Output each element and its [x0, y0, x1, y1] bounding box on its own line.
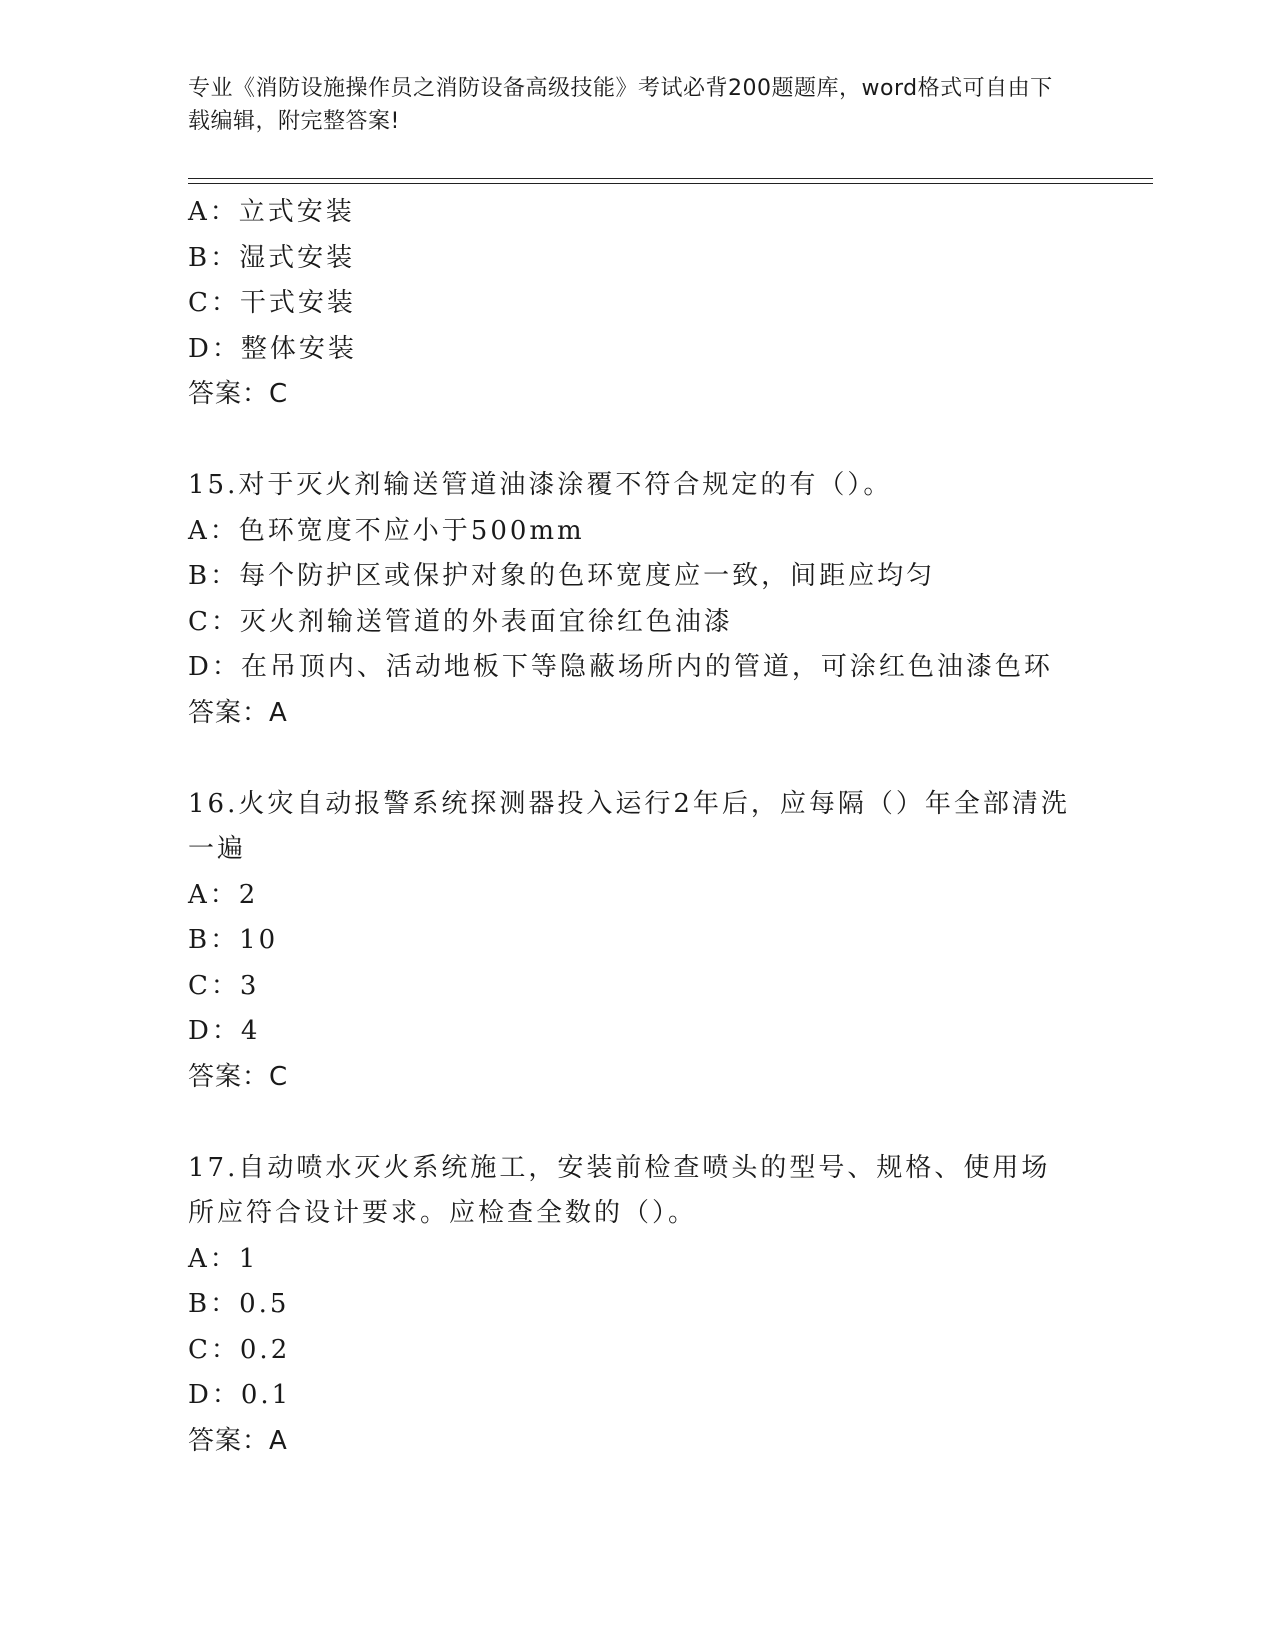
- answer: 答案：C: [188, 1061, 289, 1092]
- spacer: [188, 736, 1088, 782]
- option-a: A：色环宽度不应小于500mm: [188, 515, 585, 546]
- header-rule-bottom: [188, 183, 1153, 184]
- spacer: [188, 1100, 1088, 1146]
- question-16: [188, 782, 1088, 1101]
- answer: 答案：A: [188, 1425, 288, 1456]
- answer: 答案：A: [188, 697, 288, 728]
- option-c: C：3: [188, 970, 260, 1001]
- header-rule-top: [188, 178, 1153, 179]
- option-d: D：在吊顶内、活动地板下等隐蔽场所内的管道，可涂红色油漆色环: [188, 652, 1053, 682]
- option-b: B：湿式安装: [188, 242, 356, 273]
- option-c: C：干式安装: [188, 288, 356, 318]
- option-a: A：立式安装: [188, 197, 355, 227]
- option-d: D：整体安装: [188, 333, 357, 364]
- question-14: [188, 190, 1088, 418]
- question-list: [188, 190, 1088, 1464]
- option-c: C：0.2: [188, 1334, 291, 1365]
- option-a: A：2: [188, 879, 259, 910]
- option-c: C：灭火剂输送管道的外表面宜徐红色油漆: [188, 606, 733, 637]
- option-d: D：0.1: [188, 1380, 292, 1410]
- question-text: 16.火灾自动报警系统探测器投入运行2年后，应每隔（）年全部清洗一遍: [188, 788, 1070, 864]
- question-text: 15.对于灭火剂输送管道油漆涂覆不符合规定的有（）。: [188, 470, 893, 500]
- option-a: A：1: [188, 1243, 259, 1274]
- option-d: D：4: [188, 1016, 261, 1046]
- option-b: B：每个防护区或保护对象的色环宽度应一致，间距应均匀: [188, 561, 936, 591]
- question-17: [188, 1146, 1088, 1465]
- spacer: [188, 418, 1088, 464]
- option-b: B：10: [188, 925, 279, 955]
- answer: 答案：C: [188, 379, 289, 409]
- document-header: 专业《消防设施操作员之消防设备高级技能》考试必背200题题库，word格式可自由下载编辑，附完整答案!: [188, 76, 1053, 134]
- option-b: B：0.5: [188, 1289, 290, 1319]
- question-15: [188, 463, 1088, 736]
- question-text: 17.自动喷水灭火系统施工，安装前检查喷头的型号、规格、使用场所应符合设计要求。应检查全数的（）。: [188, 1152, 1051, 1228]
